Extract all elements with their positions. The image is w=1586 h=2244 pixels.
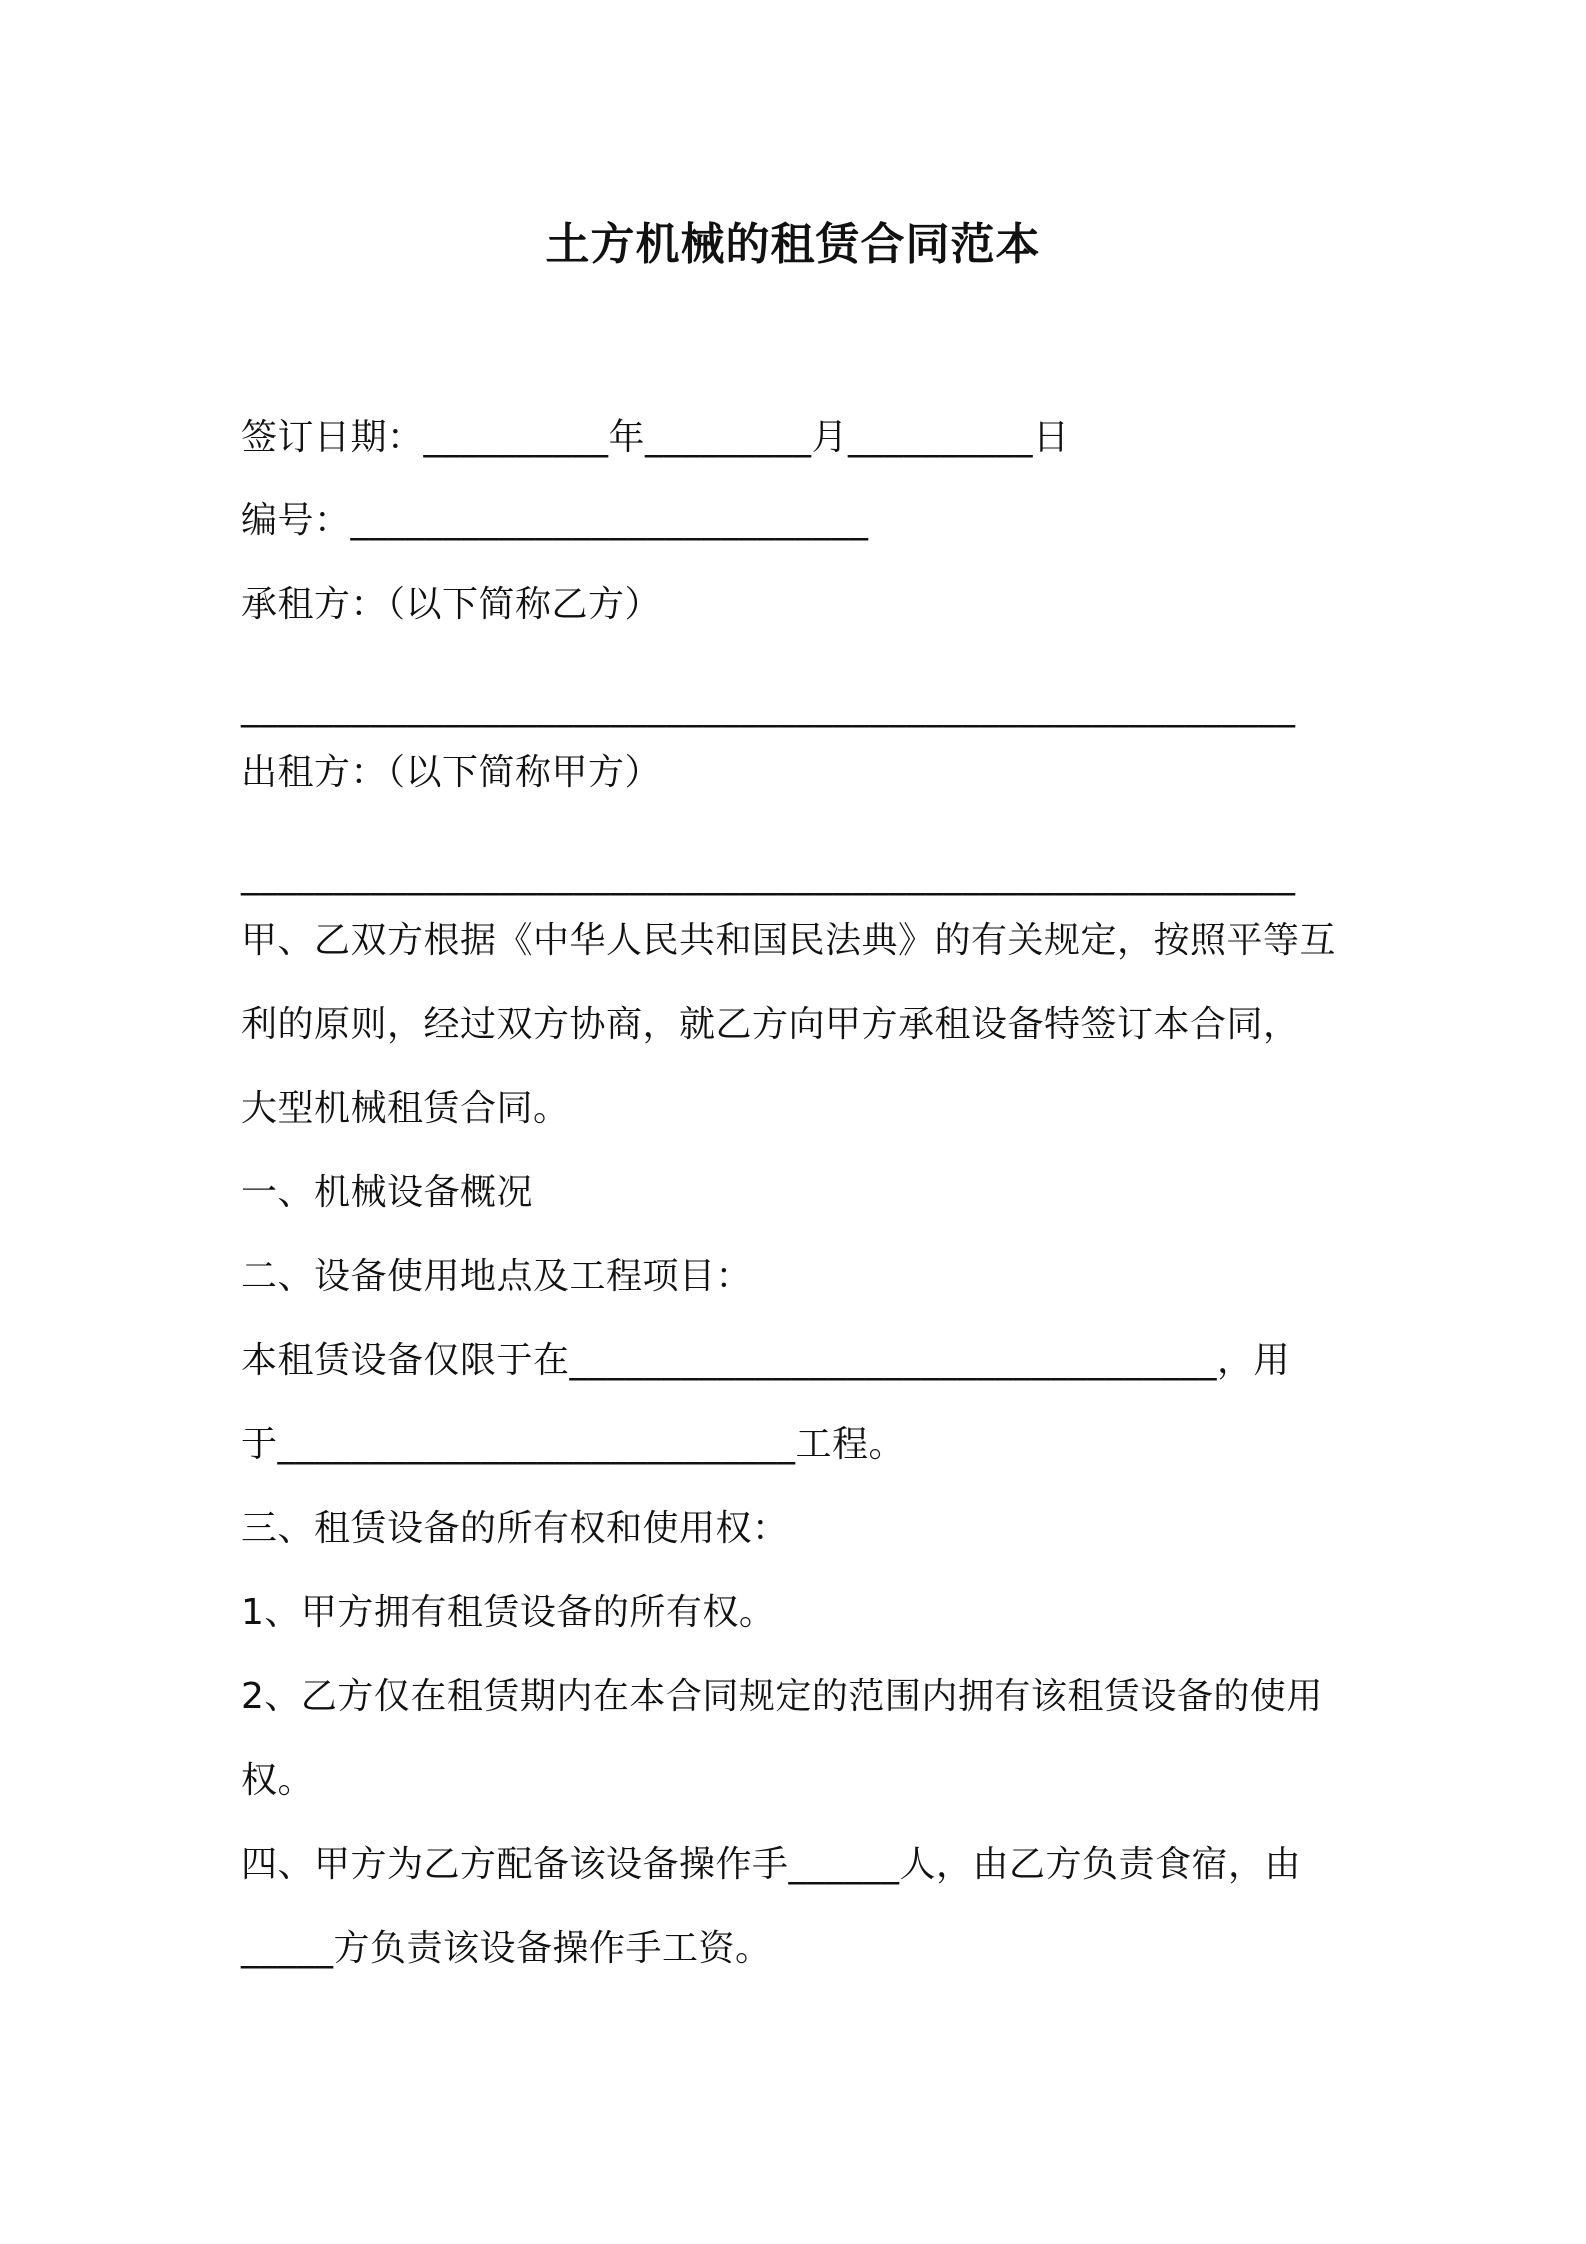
lessor-blank-line: _________________________________________________________ <box>241 855 1296 896</box>
ownership-item-2: 2、乙方仅在租赁期内在本合同规定的范围内拥有该租赁设备的使用 <box>241 1676 1323 1717</box>
ownership-item-2-cont: 权。 <box>241 1760 315 1801</box>
preamble-line-1: 甲、乙双方根据《中华人民共和国民法典》的有关规定，按照平等互 <box>241 920 1337 961</box>
usage-location-line: 本租赁设备仅限于在___________________________________，用 <box>241 1340 1291 1381</box>
project-line: 于____________________________工程。 <box>241 1424 906 1465</box>
section-4-line-2: _____方负责该设备操作手工资。 <box>241 1928 772 1969</box>
document-title: 土方机械的租赁合同范本 <box>545 219 1041 270</box>
preamble-line-2: 利的原则，经过双方协商，就乙方向甲方承租设备特签订本合同， <box>241 1004 1300 1045</box>
signing-date-line: 签订日期：__________年_________月__________日 <box>241 417 1070 458</box>
preamble-line-3: 大型机械租赁合同。 <box>241 1088 570 1129</box>
ownership-item-1: 1、甲方拥有租赁设备的所有权。 <box>241 1592 776 1633</box>
lessee-blank-line: _________________________________________________________ <box>241 687 1296 728</box>
section-4-line-1: 四、甲方为乙方配备该设备操作手______人，由乙方负责食宿，由 <box>241 1844 1302 1885</box>
contract-number-line: 编号：____________________________ <box>241 500 869 541</box>
section-1-heading: 一、机械设备概况 <box>241 1172 534 1213</box>
section-3-heading: 三、租赁设备的所有权和使用权： <box>241 1508 789 1549</box>
lessor-label: 出租方：（以下简称甲方） <box>241 752 662 793</box>
section-2-heading: 二、设备使用地点及工程项目： <box>241 1256 753 1297</box>
lessee-label: 承租方：（以下简称乙方） <box>241 584 662 625</box>
